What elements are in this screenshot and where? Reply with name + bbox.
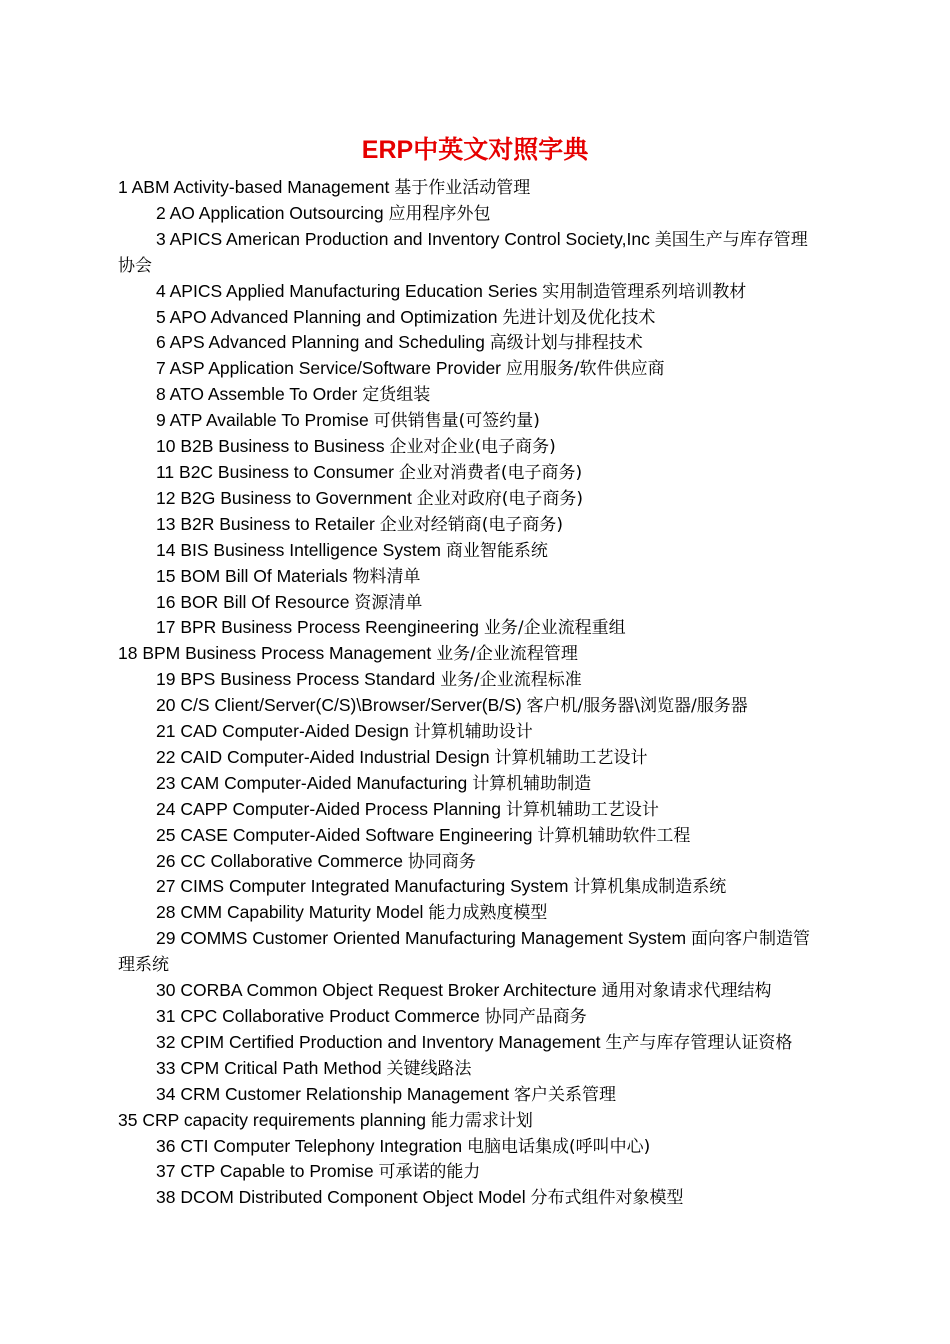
glossary-entry (118, 1004, 824, 1030)
entry-english: 8 ATO Assemble To Order (156, 384, 358, 405)
entry-english: 15 BOM Bill Of Materials (156, 565, 348, 586)
glossary-entry (118, 823, 824, 849)
glossary-entry (118, 615, 824, 641)
glossary-entry (118, 356, 824, 382)
glossary-list (118, 175, 824, 1211)
entry-chinese: 协同商务 (407, 851, 476, 872)
glossary-entry (118, 926, 824, 978)
entry-chinese: 业务/企业流程管理 (436, 644, 578, 665)
entry-english: 27 CIMS Computer Integrated Manufacturing System (156, 876, 569, 897)
glossary-entry (118, 1082, 824, 1108)
entry-chinese: 计算机集成制造系统 (573, 877, 727, 898)
entry-english: 24 CAPP Computer-Aided Process Planning (156, 798, 502, 819)
entry-chinese: 计算机辅助设计 (413, 722, 533, 743)
entry-english: 2 AO Application Outsourcing (156, 202, 384, 223)
glossary-entry (118, 693, 824, 719)
entry-english: 25 CASE Computer-Aided Software Engineering (156, 824, 533, 845)
entry-chinese: 定货组装 (362, 385, 431, 406)
entry-chinese: 可承诺的能力 (378, 1162, 481, 1183)
glossary-entry (118, 641, 824, 667)
entry-english: 22 CAID Computer-Aided Industrial Design (156, 746, 490, 767)
glossary-entry (118, 719, 824, 745)
glossary-entry (118, 590, 824, 616)
entry-chinese: 物料清单 (352, 566, 421, 587)
entry-english: 37 CTP Capable to Promise (156, 1161, 374, 1182)
entry-chinese: 计算机辅助工艺设计 (505, 799, 659, 820)
entry-english: 6 APS Advanced Planning and Scheduling (156, 332, 485, 353)
glossary-entry (118, 279, 824, 305)
glossary-entry (118, 1030, 824, 1056)
glossary-entry (118, 1108, 824, 1134)
entry-chinese: 能力成熟度模型 (428, 903, 548, 924)
entry-english: 26 CC Collaborative Commerce (156, 850, 404, 871)
glossary-entry (118, 667, 824, 693)
glossary-entry (118, 1185, 824, 1211)
entry-chinese: 计算机辅助制造 (472, 773, 592, 794)
page-title: ERP中英文对照字典 (361, 136, 589, 164)
entry-chinese: 客户关系管理 (513, 1084, 616, 1105)
glossary-entry (118, 849, 824, 875)
entry-chinese: 协同产品商务 (484, 1007, 587, 1027)
glossary-entry (118, 175, 824, 201)
glossary-entry (118, 745, 824, 771)
entry-english: 20 C/S Client/Server(C/S)\Browser/Server(B/S) (156, 695, 522, 716)
glossary-entry (118, 978, 824, 1004)
glossary-entry (118, 460, 824, 486)
entry-chinese: 应用服务/软件供应商 (505, 359, 665, 380)
entry-chinese: 电脑电话集成(呼叫中心) (466, 1136, 651, 1157)
entry-english: 38 DCOM Distributed Component Object Model (156, 1187, 526, 1208)
entry-chinese: 面向客户制造管理系统 (118, 929, 810, 976)
entry-chinese: 企业对企业(电子商务) (389, 437, 556, 458)
glossary-entry (118, 382, 824, 408)
glossary-entry (118, 797, 824, 823)
glossary-entry (118, 538, 824, 564)
entry-english: 11 B2C Business to Consumer (156, 461, 394, 482)
entry-english: 33 CPM Critical Path Method (156, 1057, 382, 1078)
entry-chinese: 业务/企业流程标准 (440, 670, 582, 691)
entry-chinese: 分布式组件对象模型 (530, 1188, 684, 1209)
entry-english: 32 CPIM Certified Production and Inventory Management (156, 1031, 601, 1052)
entry-english: 29 COMMS Customer Oriented Manufacturing Management System (156, 928, 687, 949)
entry-english: 1 ABM Activity-based Management (118, 177, 390, 197)
entry-english: 17 BPR Business Process Reengineering (156, 617, 479, 638)
entry-chinese: 先进计划及优化技术 (502, 307, 656, 328)
glossary-entry (118, 408, 824, 434)
entry-chinese: 生产与库存管理认证资格 (605, 1032, 793, 1053)
entry-chinese: 关键线路法 (386, 1058, 472, 1079)
entry-english: 36 CTI Computer Telephony Integration (156, 1135, 463, 1156)
entry-chinese: 计算机辅助工艺设计 (494, 747, 648, 768)
entry-english: 9 ATP Available To Promise (156, 410, 369, 431)
entry-chinese: 能力需求计划 (430, 1110, 533, 1131)
glossary-entry (118, 512, 824, 538)
entry-chinese: 企业对消费者(电子商务) (398, 462, 583, 483)
glossary-entry (118, 1056, 824, 1082)
glossary-entry (118, 305, 824, 331)
entry-english: 13 B2R Business to Retailer (156, 513, 375, 534)
entry-english: 14 BIS Business Intelligence System (156, 539, 442, 560)
entry-english: 3 APICS American Production and Inventory Control Society,Inc (156, 228, 650, 249)
glossary-entry (118, 564, 824, 590)
entry-english: 16 BOR Bill Of Resource (156, 591, 350, 612)
entry-chinese: 业务/企业流程重组 (483, 618, 626, 639)
entry-chinese: 通用对象请求代理结构 (601, 981, 772, 1002)
entry-english: 31 CPC Collaborative Product Commerce (156, 1006, 480, 1026)
entry-chinese: 客户机/服务器\浏览器/服务器 (526, 696, 748, 717)
entry-chinese: 美国生产与库存管理协会 (118, 229, 808, 276)
glossary-entry (118, 227, 824, 279)
glossary-entry (118, 900, 824, 926)
entry-english: 21 CAD Computer-Aided Design (156, 721, 409, 742)
glossary-entry (118, 330, 824, 356)
glossary-entry (118, 1159, 824, 1185)
entry-english: 23 CAM Computer-Aided Manufacturing (156, 772, 468, 793)
entry-english: 19 BPS Business Process Standard (156, 669, 436, 690)
glossary-entry (118, 874, 824, 900)
entry-english: 28 CMM Capability Maturity Model (156, 902, 424, 923)
entry-chinese: 基于作业活动管理 (394, 178, 531, 198)
entry-chinese: 应用程序外包 (388, 203, 491, 224)
entry-english: 30 CORBA Common Object Request Broker Architecture (156, 980, 597, 1001)
entry-english: 34 CRM Customer Relationship Management (156, 1083, 510, 1104)
glossary-entry (118, 201, 824, 227)
entry-english: 12 B2G Business to Government (156, 487, 412, 508)
entry-english: 35 CRP capacity requirements planning (118, 1109, 427, 1130)
entry-english: 18 BPM Business Process Management (118, 643, 432, 664)
entry-chinese: 商业智能系统 (445, 540, 548, 561)
entry-chinese: 高级计划与排程技术 (489, 333, 643, 354)
glossary-entry (118, 1134, 824, 1160)
entry-chinese: 企业对政府(电子商务) (416, 488, 583, 509)
glossary-entry (118, 434, 824, 460)
entry-english: 5 APO Advanced Planning and Optimization (156, 306, 498, 327)
entry-chinese: 企业对经销商(电子商务) (379, 514, 564, 535)
entry-chinese: 可供销售量(可签约量) (373, 411, 540, 432)
entry-chinese: 计算机辅助软件工程 (537, 825, 691, 846)
entry-chinese: 实用制造管理系列培训教材 (542, 281, 747, 302)
entry-english: 7 ASP Application Service/Software Provider (156, 358, 502, 379)
glossary-entry (118, 486, 824, 512)
glossary-entry (118, 771, 824, 797)
entry-chinese: 资源清单 (354, 592, 423, 613)
entry-english: 10 B2B Business to Business (156, 436, 385, 457)
entry-english: 4 APICS Applied Manufacturing Education Series (156, 280, 538, 301)
